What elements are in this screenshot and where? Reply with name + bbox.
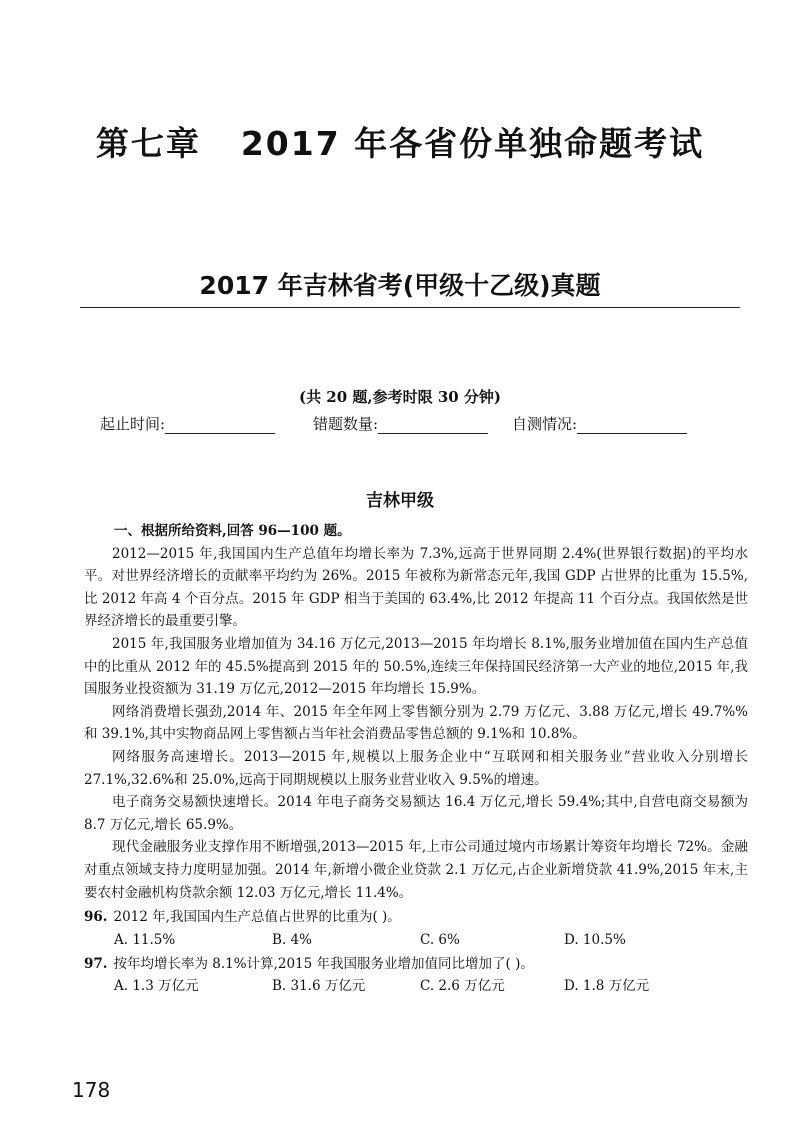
answer-options bbox=[114, 975, 748, 997]
material-paragraph: 网络服务高速增长。2013—2015 年,规模以上服务企业中“互联网和相关服务业”营业收入分别增长 27.1%,32.6%和 25.0%,远高于同期规模以上服务业营业收入 9.5%的增速。 bbox=[84, 748, 748, 788]
option-c: C. 2.6 万亿元 bbox=[420, 978, 505, 995]
material-paragraph: 现代金融服务业支撑作用不断增强,2013—2015 年,上市公司通过境内市场累计筹资年均增长 72%。金融对重点领域支持力度明显加强。2014 年,新增小微企业贷款 2.1 万亿元,占企业新增贷款 41.9%,2015 年末,主要农村金融机构贷款余额 12.03 万亿元,增长 11.4%。 bbox=[84, 839, 748, 901]
time-limit-note: (共 20 题,参考时限 30 分钟) bbox=[298, 388, 502, 406]
option-d: D. 10.5% bbox=[564, 931, 626, 948]
question-97 bbox=[84, 953, 748, 998]
wrong-count-blank bbox=[378, 417, 488, 434]
question-stem: 2012 年,我国国内生产总值占世界的比重为( )。 bbox=[113, 909, 401, 926]
start-time-field bbox=[100, 413, 275, 434]
question-number: 96. bbox=[84, 909, 108, 926]
option-b: B. 31.6 万亿元 bbox=[272, 978, 366, 995]
material-paragraph: 2012—2015 年,我国国内生产总值年均增长率为 7.3%,远高于世界同期 2.4%(世界银行数据)的平均水平。对世界经济增长的贡献率平均约为 26%。2015 年被称为新常态元年,我国 GDP 占世界的比重为 15.5%,比 2012 年高 4 个百分点。2015 年 GDP 相当于美国的 63.4%,比 2012 年提高 11 个百分点。我国依然是世界经济增长的最重要引擎。 bbox=[84, 545, 748, 630]
material-paragraph: 2015 年,我国服务业增加值为 34.16 万亿元,2013—2015 年均增长 8.1%,服务业增加值在国内生产总值中的比重从 2012 年的 45.5%提高到 2015 年的 50.5%,连续三年保持国民经济第一大产业的地位,2015 年,我国服务业投资额为 31.19 万亿元,2012—2015 年均增长 15.9%。 bbox=[84, 635, 748, 698]
question-96 bbox=[84, 906, 748, 951]
option-a: A. 1.3 万亿元 bbox=[114, 978, 199, 995]
option-a: A. 11.5% bbox=[114, 931, 176, 948]
self-test-label: 自测情况: bbox=[512, 415, 578, 433]
title-underline bbox=[80, 307, 740, 308]
option-d: D. 1.8 万亿元 bbox=[564, 978, 650, 995]
section-title: 吉林甲级 bbox=[366, 491, 434, 511]
chapter-label: 第七章 bbox=[95, 124, 201, 163]
start-time-blank bbox=[165, 417, 275, 434]
exam-title: 2017 年吉林省考(甲级十乙级)真题 bbox=[199, 271, 601, 300]
page-number: 178 bbox=[72, 1078, 111, 1102]
question-instruction: 一、根据所给资料,回答 96—100 题。 bbox=[114, 523, 351, 539]
material-paragraph: 电子商务交易额快速增长。2014 年电子商务交易额达 16.4 万亿元,增长 59.4%;其中,自营电商交易额为 8.7 万亿元,增长 65.9%。 bbox=[84, 794, 748, 833]
self-record-row bbox=[100, 413, 740, 435]
self-test-blank bbox=[577, 417, 687, 434]
answer-options bbox=[114, 929, 748, 951]
material-paragraph: 网络消费增长强劲,2014 年、2015 年全年网上零售额分别为 2.79 万亿元、3.88 万亿元,增长 49.7%%和 39.1%,其中实物商品网上零售额占当年社会消费品零售总额的 9.1%和 10.8%。 bbox=[84, 703, 748, 743]
question-number: 97. bbox=[84, 955, 108, 972]
chapter-title bbox=[0, 118, 800, 165]
wrong-count-field bbox=[313, 413, 488, 434]
wrong-count-label: 错题数量: bbox=[313, 415, 379, 433]
material-and-questions bbox=[84, 520, 748, 997]
question-stem: 按年均增长率为 8.1%计算,2015 年我国服务业增加值同比增加了( )。 bbox=[113, 955, 534, 972]
self-test-field bbox=[512, 413, 687, 434]
start-time-label: 起止时间: bbox=[100, 415, 166, 433]
option-b: B. 4% bbox=[272, 931, 312, 948]
chapter-heading: 2017 年各省份单独命题考试 bbox=[240, 124, 705, 163]
option-c: C. 6% bbox=[420, 931, 460, 948]
